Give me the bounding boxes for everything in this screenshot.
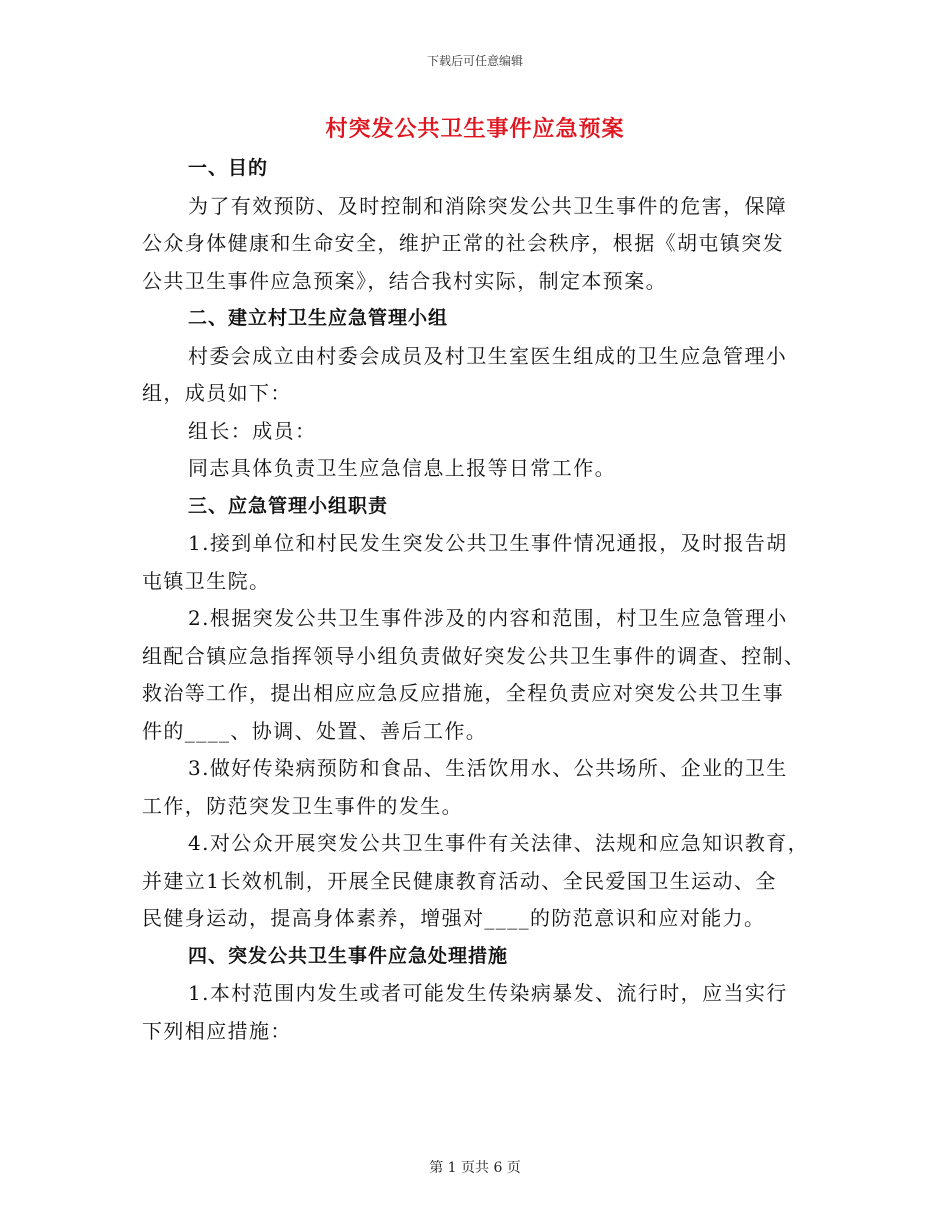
text-line: 4.对公众开展突发公共卫生事件有关法律、法规和应急知识教育， — [188, 831, 810, 855]
text-line: 为了有效预防、及时控制和消除突发公共卫生事件的危害，保障 — [188, 193, 788, 218]
text-line: 公众身体健康和生命安全，维护正常的社会秩序，根据《胡屯镇突发 — [142, 231, 784, 255]
text-line: 救治等工作，提出相应应急反应措施，全程负责应对突发公共卫生事 — [142, 681, 784, 705]
text-line: 民健身运动，提高身体素养，增强对____的防范意识和应对能力。 — [142, 906, 766, 930]
text-line: 组，成员如下： — [142, 381, 292, 405]
section-heading: 四、突发公共卫生事件应急处理措施 — [188, 944, 509, 967]
text-line: 组长：成员： — [188, 418, 317, 443]
document-body — [142, 150, 812, 1050]
text-line: 组配合镇应急指挥领导小组负责做好突发公共卫生事件的调查、控制、 — [142, 643, 806, 668]
text-line: 同志具体负责卫生应急信息上报等日常工作。 — [188, 456, 616, 480]
text-line: 下列相应措施： — [142, 1018, 292, 1043]
page-footer: 第 1 页共 6 页 — [429, 1160, 521, 1176]
text-line: 2.根据突发公共卫生事件涉及的内容和范围，村卫生应急管理小 — [188, 606, 788, 630]
text-line: 工作，防范突发卫生事件的发生。 — [142, 793, 463, 818]
document-title: 村突发公共卫生事件应急预案 — [325, 117, 625, 142]
section-heading: 二、建立村卫生应急管理小组 — [188, 307, 449, 329]
text-line: 1.接到单位和村民发生突发公共卫生事件情况通报，及时报告胡 — [188, 531, 788, 555]
text-line: 公共卫生事件应急预案》，结合我村实际，制定本预案。 — [142, 268, 667, 293]
text-line: 村委会成立由村委会成员及村卫生室医生组成的卫生应急管理小 — [188, 343, 788, 368]
section-heading: 一、目的 — [188, 157, 269, 179]
section-heading: 三、应急管理小组职责 — [188, 494, 389, 517]
text-line: 1.本村范围内发生或者可能发生传染病暴发、流行时，应当实行 — [188, 981, 788, 1005]
text-line: 并建立1长效机制，开展全民健康教育活动、全民爱国卫生运动、全 — [142, 868, 777, 893]
header-note: 下载后可任意编辑 — [426, 54, 523, 68]
text-line: 3.做好传染病预防和食品、生活饮用水、公共场所、企业的卫生 — [188, 756, 788, 780]
text-line: 屯镇卫生院。 — [142, 568, 271, 593]
text-line: 件的____、协调、处置、善后工作。 — [142, 718, 488, 743]
